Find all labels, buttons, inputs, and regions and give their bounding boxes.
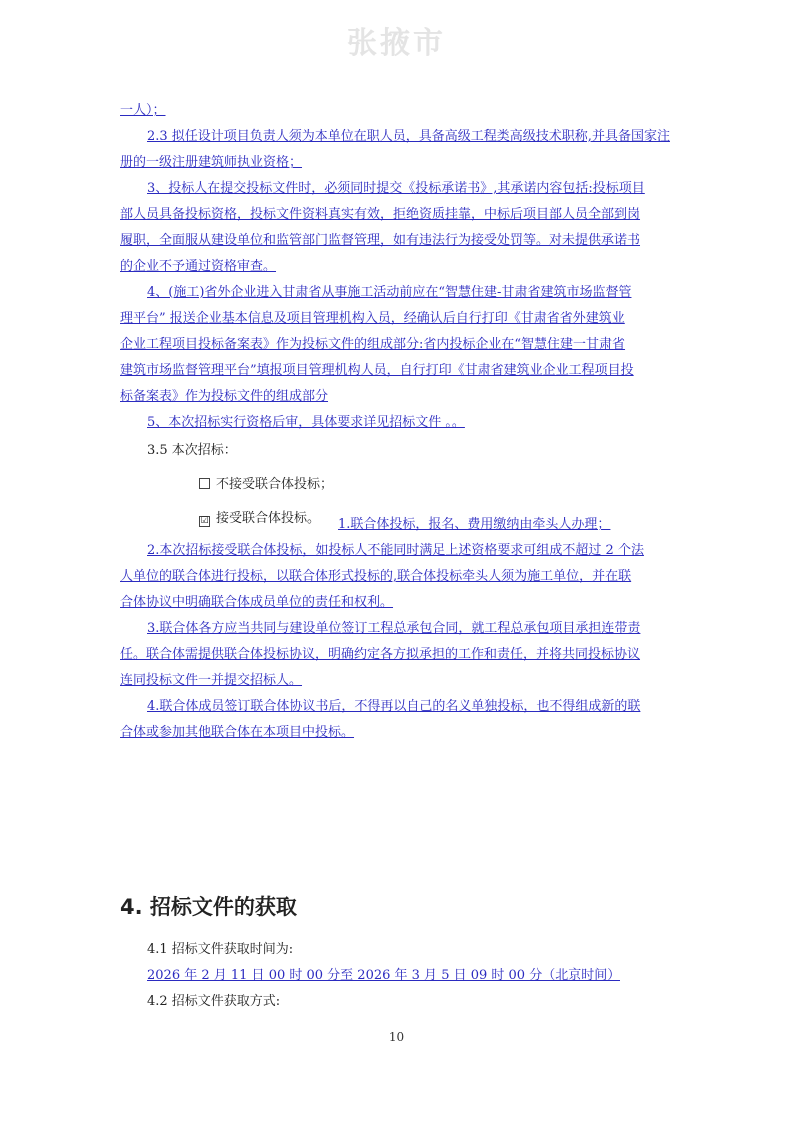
text-line: 的企业不予通过资格审查。 bbox=[120, 259, 277, 274]
text-line: 合体协议中明确联合体成员单位的责任和权利。 bbox=[120, 595, 394, 610]
section-4-1: 4.1 招标文件获取时间为: bbox=[147, 942, 294, 957]
text-line: 5、本次招标实行资格后审，具体要求详见招标文件 。。 bbox=[147, 415, 465, 430]
document-body bbox=[120, 98, 674, 746]
text-line: 3.联合体各方应当共同与建设单位签订工程总承包合同，就工程总承包项目承担连带责 bbox=[147, 621, 641, 636]
text-line: 标备案表》作为投标文件的组成部分 bbox=[120, 389, 329, 404]
section-4-2: 4.2 招标文件获取方式: bbox=[147, 994, 281, 1009]
text-line: 履职，全面服从建设单位和监管部门监督管理，如有违法行为接受处罚等。对未提供承诺书 bbox=[120, 233, 641, 248]
acquisition-time: 2026 年 2 月 11 日 00 时 00 分至 2026 年 3 月 5 日 09 时 00 分（北京时间） bbox=[147, 968, 621, 983]
option-no-consortium[interactable] bbox=[120, 472, 674, 498]
text-line: 2.3 拟任设计项目负责人须为本单位在职人员，具备高级工程类高级技术职称,并具备国家注 bbox=[147, 129, 670, 144]
text-line: 部人员具备投标资格，投标文件资料真实有效，拒绝资质挂靠，中标后项目部人员全部到岗 bbox=[120, 207, 641, 222]
option-label: 接受联合体投标。 bbox=[216, 511, 321, 526]
page-number: 10 bbox=[388, 1030, 405, 1044]
text-line: 建筑市场监督管理平台”填报项目管理机构人员，自行打印《甘肃省建筑业企业工程项目投 bbox=[120, 363, 634, 378]
text-line: 2.本次招标接受联合体投标，如投标人不能同时满足上述资格要求可组成不超过 2 个法 bbox=[147, 543, 644, 558]
text-line: 任。联合体需提供联合体投标协议，明确约定各方拟承担的工作和责任，并将共同投标协议 bbox=[120, 647, 641, 662]
section-heading: 4. 招标文件的获取 bbox=[120, 895, 297, 919]
text-line: 理平台” 报送企业基本信息及项目管理机构入员，经确认后自行打印《甘肃省省外建筑业 bbox=[120, 311, 625, 326]
text-line: 4.联合体成员签订联合体协议书后，不得再以自己的名义单独投标，也不得组成新的联 bbox=[147, 699, 641, 714]
text-line: 合体或参加其他联合体在本项目中投标。 bbox=[120, 725, 355, 740]
text-line: 3、投标人在提交投标文件时，必须同时提交《投标承诺书》,其承诺内容包括:投标项目 bbox=[147, 181, 645, 196]
text-line: 企业工程项目投标备案表》作为投标文件的组成部分:省内投标企业在“智慧住建一甘肃省 bbox=[120, 337, 626, 352]
watermark: 张掖市 bbox=[347, 26, 446, 61]
checkbox-checked-icon[interactable]: ☑ bbox=[200, 516, 209, 526]
text-line: 人单位的联合体进行投标，以联合体形式投标的,联合体投标牵头人须为施工单位，并在联 bbox=[120, 569, 632, 584]
text-line: 4、(施工)省外企业进入甘肃省从事施工活动前应在“智慧住建-甘肃省建筑市场监督管 bbox=[147, 285, 632, 300]
checkbox-unchecked-icon[interactable] bbox=[199, 478, 210, 489]
text-line: 册的一级注册建筑师执业资格； bbox=[120, 155, 303, 170]
option-consortium[interactable] bbox=[120, 506, 674, 532]
text-line: 一人）； bbox=[120, 103, 166, 118]
text-line: 连同投标文件一并提交招标人。 bbox=[120, 673, 303, 688]
option-label: 不接受联合体投标； bbox=[216, 477, 334, 492]
section-3-5: 3.5 本次招标： bbox=[147, 443, 237, 458]
option-note: 1.联合体投标，报名、费用缴纳由牵头人办理； bbox=[338, 517, 611, 532]
